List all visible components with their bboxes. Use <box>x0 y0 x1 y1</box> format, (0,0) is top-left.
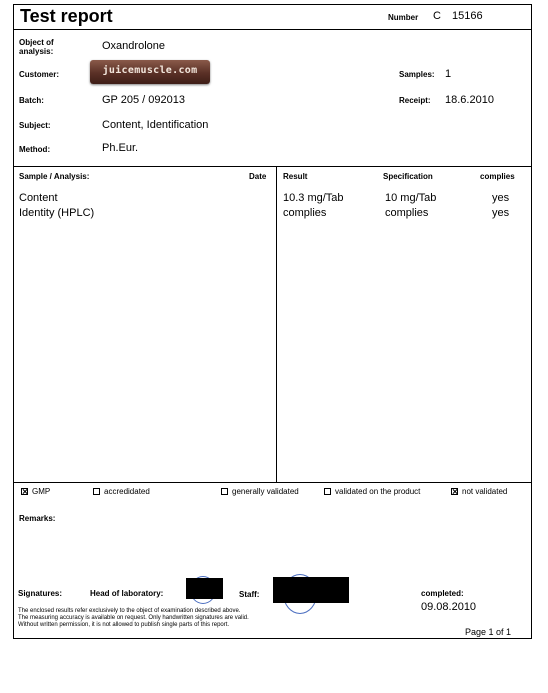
customer-logo-text: juicemuscle.com <box>102 65 198 76</box>
object-label <box>19 38 54 56</box>
info-divider <box>13 166 532 167</box>
footer-line-3: Without written permission, it is not allowed to publish single parts of this report. <box>18 622 230 628</box>
validated-on-product-label: validated on the product <box>335 487 421 496</box>
row-specification: 10 mg/Tab <box>385 192 437 204</box>
not-validated-checkbox <box>451 488 458 495</box>
customer-label: Customer: <box>19 70 60 79</box>
head-of-laboratory-label: Head of laboratory: <box>90 589 164 598</box>
object-value: Oxandrolone <box>102 40 165 52</box>
col-header-date: Date <box>249 172 267 181</box>
row-analysis: Identity (HPLC) <box>19 207 95 219</box>
number-prefix: C <box>433 10 441 22</box>
row-result: complies <box>283 207 327 219</box>
generally-validated-label: generally validated <box>232 487 299 496</box>
col-header-specification: Specification <box>383 172 433 181</box>
accredited-label: accredidated <box>104 487 150 496</box>
generally-validated-checkbox <box>221 488 228 495</box>
samples-label: Samples: <box>399 70 435 79</box>
col-header-result: Result <box>283 172 308 181</box>
customer-logo <box>90 60 210 84</box>
footer-line-1: The enclosed results refer exclusively to the object of examination described above. <box>18 608 241 614</box>
accredited-checkbox <box>93 488 100 495</box>
signatures-label: Signatures: <box>18 589 63 598</box>
report-number: 15166 <box>452 10 483 22</box>
receipt-label: Receipt: <box>399 96 431 105</box>
row-analysis: Content <box>19 192 58 204</box>
remarks-label: Remarks: <box>19 514 56 523</box>
method-label: Method: <box>19 145 51 154</box>
page-number: Page 1 of 1 <box>465 627 512 637</box>
col-header-sample: Sample / Analysis: <box>19 172 90 181</box>
row-complies: yes <box>492 207 510 219</box>
method-value: Ph.Eur. <box>102 142 139 154</box>
subject-label: Subject: <box>19 121 51 130</box>
footer-line-2: The measuring accuracy is available on request. Only handwritten signatures are valid. <box>18 615 249 621</box>
batch-label: Batch: <box>19 96 44 105</box>
completed-label: completed: <box>421 589 464 598</box>
receipt-value: 18.6.2010 <box>445 94 494 106</box>
object-label-line2: analysis: <box>19 47 54 56</box>
subject-value: Content, Identification <box>102 119 209 131</box>
samples-value: 1 <box>445 68 452 80</box>
validated-on-product-checkbox <box>324 488 331 495</box>
staff-label: Staff: <box>239 590 260 599</box>
head-signature-redaction <box>186 578 223 599</box>
report-title: Test report <box>20 6 113 26</box>
object-label-line1: Object of <box>19 38 54 47</box>
number-label: Number <box>388 13 419 22</box>
not-validated-label: not validated <box>462 487 508 496</box>
col-header-complies: complies <box>480 172 515 181</box>
staff-signature-redaction <box>273 577 349 603</box>
footer-disclaimer <box>18 608 249 629</box>
row-result: 10.3 mg/Tab <box>283 192 344 204</box>
completed-date: 09.08.2010 <box>421 601 477 613</box>
row-specification: complies <box>385 207 429 219</box>
table-column-divider <box>276 166 277 482</box>
batch-value: GP 205 / 092013 <box>102 94 185 106</box>
header-divider <box>13 29 532 30</box>
row-complies: yes <box>492 192 510 204</box>
gmp-checkbox <box>21 488 28 495</box>
gmp-label: GMP <box>32 487 51 496</box>
table-divider <box>13 482 532 483</box>
